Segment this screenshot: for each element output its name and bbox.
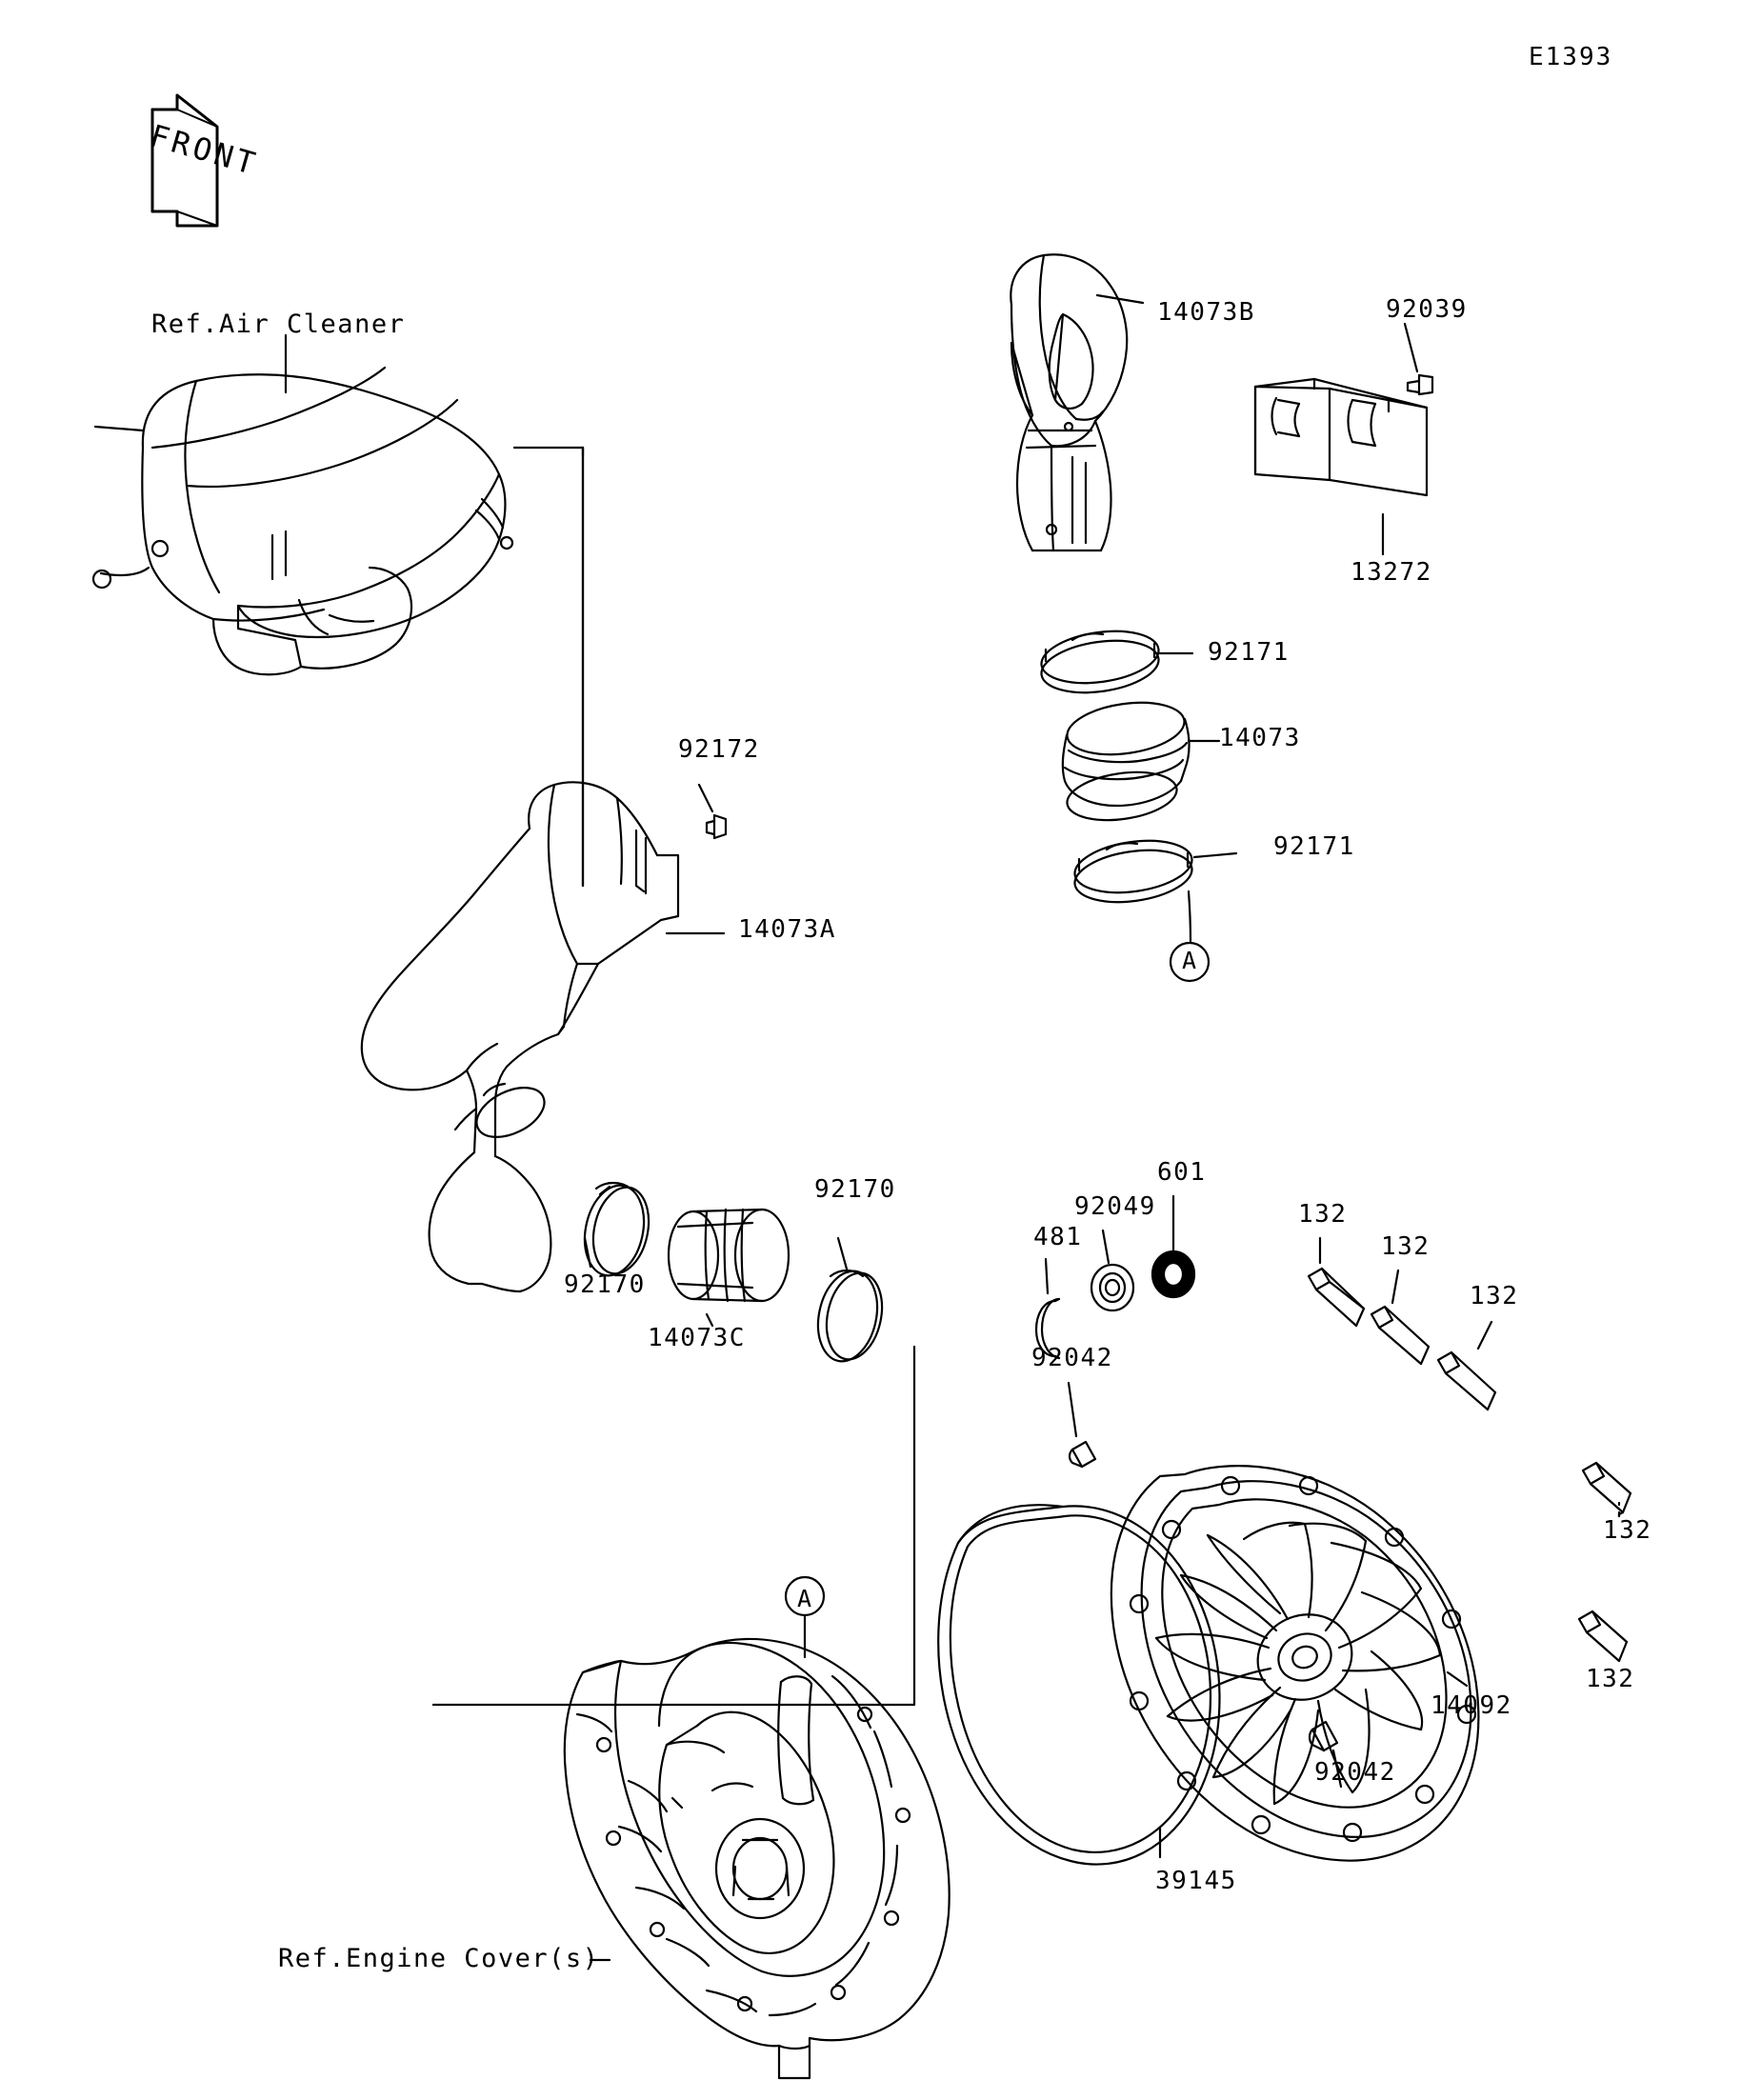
leader-92172 xyxy=(699,785,712,811)
bolt-92039 xyxy=(1408,375,1432,394)
clamp-92171-lower xyxy=(1071,834,1195,910)
gasket-39145 xyxy=(938,1505,1219,1864)
callout-132-a: 132 xyxy=(1298,1200,1348,1229)
pin-92042-upper xyxy=(1070,1442,1095,1467)
diagram-id: E1393 xyxy=(1529,43,1613,71)
callout-601: 601 xyxy=(1157,1158,1207,1187)
callout-14073B: 14073B xyxy=(1157,298,1255,327)
bolt-92172 xyxy=(707,815,726,838)
construction-line-big xyxy=(433,1347,914,1705)
section-mark-a-upper: A xyxy=(1182,947,1198,974)
front-label: FRONT xyxy=(146,117,263,183)
leader-132-c xyxy=(1478,1322,1491,1349)
leader-92170-right xyxy=(838,1238,848,1272)
callout-14073: 14073 xyxy=(1219,724,1301,752)
leader-92049 xyxy=(1103,1230,1109,1263)
clutch-cover-14092 xyxy=(1111,1466,1479,1860)
bolt-132-a xyxy=(1309,1269,1364,1326)
callout-92170-left: 92170 xyxy=(564,1270,646,1299)
ref-air-cleaner-label: Ref.Air Cleaner xyxy=(151,310,406,339)
bolt-132-e xyxy=(1579,1611,1627,1661)
callout-92171-bottom: 92171 xyxy=(1273,832,1355,861)
callout-92170-right: 92170 xyxy=(814,1175,896,1204)
bolt-132-d xyxy=(1583,1463,1631,1512)
callout-39145: 39145 xyxy=(1155,1867,1237,1895)
callout-14073C: 14073C xyxy=(648,1324,746,1352)
seal-92049 xyxy=(1091,1265,1133,1310)
callout-14073A: 14073A xyxy=(738,915,836,944)
leader-92039 xyxy=(1405,324,1417,371)
callout-13272: 13272 xyxy=(1351,558,1432,587)
leader-14092 xyxy=(1448,1672,1467,1686)
leader-92042-upper xyxy=(1069,1383,1076,1436)
air-cleaner-assembly xyxy=(93,368,512,674)
callout-132-c: 132 xyxy=(1470,1282,1519,1310)
callout-132-e: 132 xyxy=(1586,1665,1635,1693)
callout-132-b: 132 xyxy=(1381,1232,1431,1261)
section-mark-a-lower: A xyxy=(797,1585,813,1612)
bearing-601 xyxy=(1152,1251,1194,1297)
leader-92171-lower xyxy=(1194,853,1236,857)
duct-14073A xyxy=(362,782,678,1291)
bolt-132-c xyxy=(1438,1352,1495,1410)
callout-92049: 92049 xyxy=(1074,1192,1156,1221)
leader-481 xyxy=(1046,1259,1048,1293)
callout-92171-top: 92171 xyxy=(1208,638,1290,667)
callout-92042-lower: 92042 xyxy=(1314,1758,1396,1787)
clamp-92170-left xyxy=(577,1180,656,1281)
callout-92042-upper: 92042 xyxy=(1031,1344,1113,1372)
leader-132-b xyxy=(1392,1270,1398,1303)
bolt-132-b xyxy=(1371,1307,1429,1364)
callout-92039: 92039 xyxy=(1386,295,1468,324)
boot-14073 xyxy=(1063,696,1190,827)
bracket-13272 xyxy=(1255,379,1427,495)
callout-132-d: 132 xyxy=(1603,1516,1652,1545)
callout-92172: 92172 xyxy=(678,735,760,764)
clamp-92171-upper xyxy=(1038,625,1162,700)
duct-14073B xyxy=(1011,254,1127,550)
boot-14073C xyxy=(669,1210,789,1301)
leader-section-a-upper xyxy=(1189,891,1191,941)
callout-481: 481 xyxy=(1033,1223,1083,1251)
clamp-92170-right xyxy=(810,1266,890,1367)
callout-14092: 14092 xyxy=(1431,1691,1512,1720)
ref-engine-cover-label: Ref.Engine Cover(s) xyxy=(278,1944,600,1973)
